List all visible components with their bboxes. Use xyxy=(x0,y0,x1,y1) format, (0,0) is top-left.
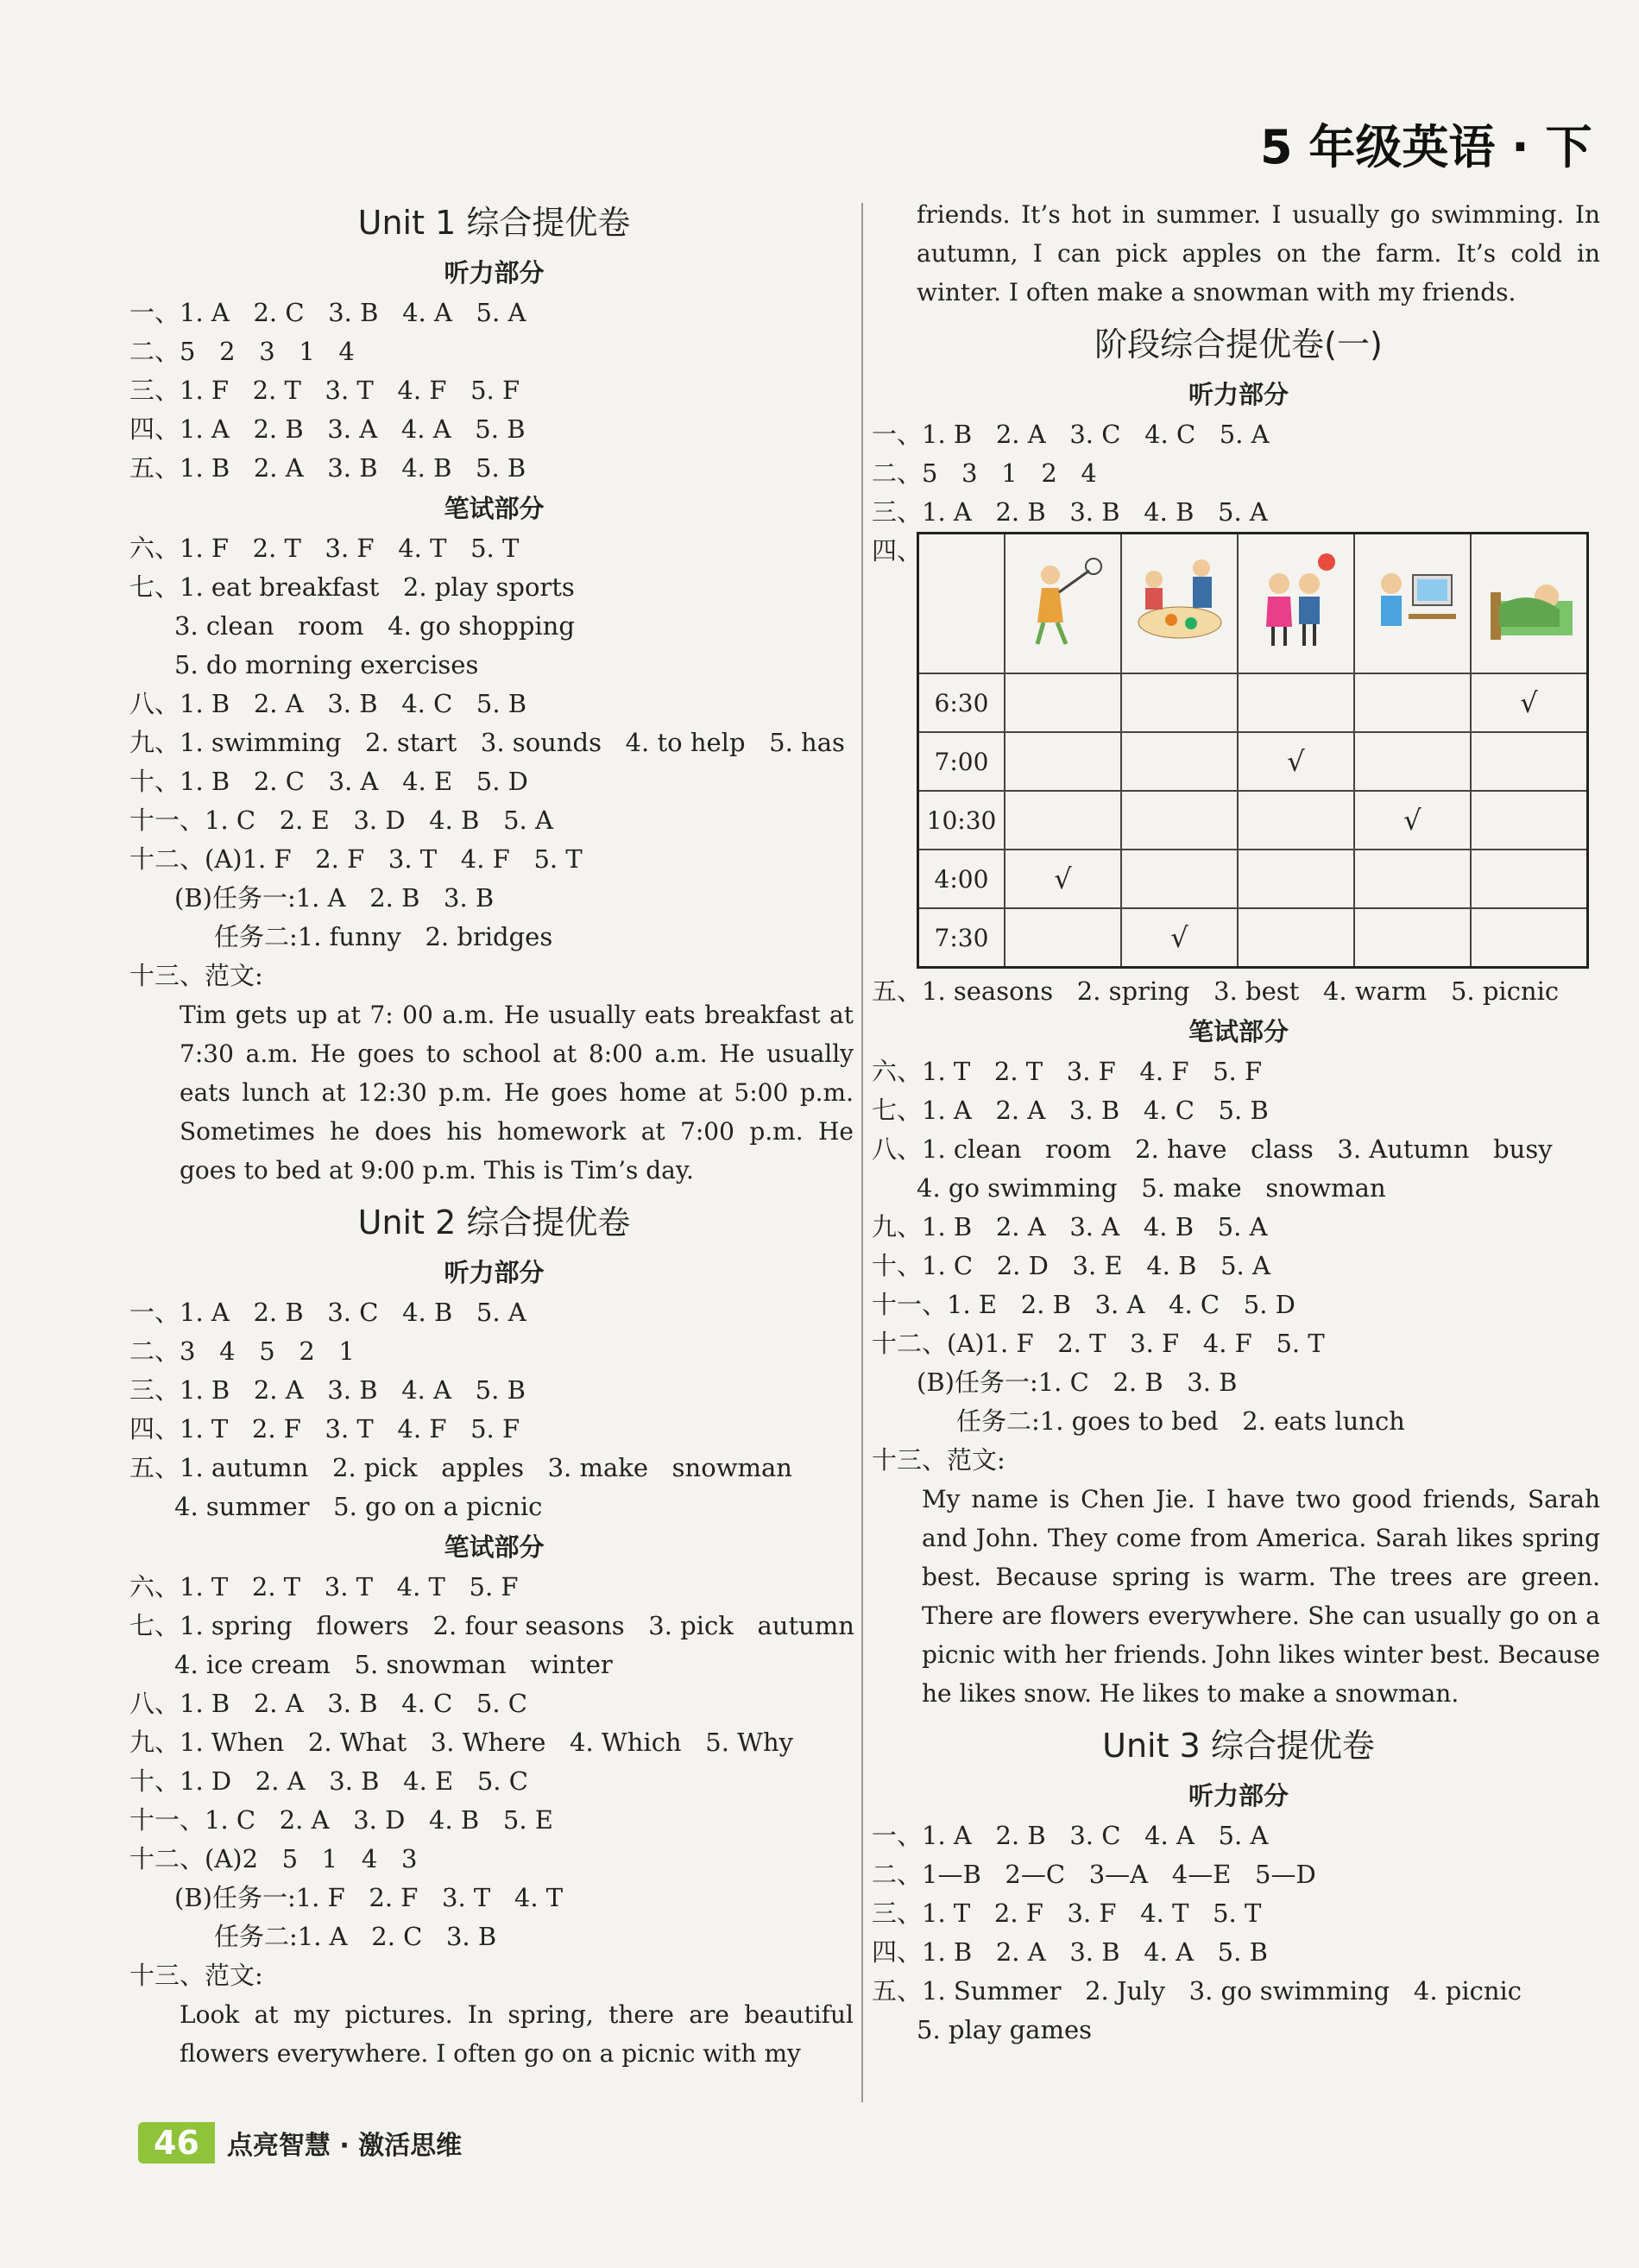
table-cell xyxy=(1471,850,1588,908)
answer-line: 十、1. C 2. D 3. E 4. B 5. A xyxy=(872,1251,1270,1280)
table-cell xyxy=(1238,534,1354,674)
answer-line: 六、1. F 2. T 3. F 4. T 5. T xyxy=(129,534,520,563)
check-mark: √ xyxy=(1287,745,1305,778)
stage-title: 阶段综合提优卷(一) xyxy=(1094,325,1383,363)
answer-line: 3. clean room 4. go shopping xyxy=(174,611,575,641)
column-divider xyxy=(861,203,863,2102)
unit2-listening-heading: 听力部分 xyxy=(444,1258,545,1287)
answer-line: 4. summer 5. go on a picnic xyxy=(174,1492,543,1521)
answer-line: 十三、范文: xyxy=(129,1961,263,1990)
check-mark: √ xyxy=(1520,686,1538,719)
answer-line: 四、 xyxy=(872,536,923,565)
computer-work-picture xyxy=(1365,549,1460,653)
table-cell xyxy=(1005,908,1121,968)
answer-line: 三、1. A 2. B 3. B 4. B 5. A xyxy=(872,497,1268,527)
answer-line: 一、1. A 2. C 3. B 4. A 5. A xyxy=(129,298,526,327)
table-row xyxy=(918,791,1588,850)
table-cell xyxy=(1238,850,1354,908)
unit2-essay-start: Look at my pictures. In spring, there are beautiful flowers everywhere. I often go on a picnic with my xyxy=(180,2000,854,2068)
left-column xyxy=(129,190,859,2073)
check-mark: √ xyxy=(1403,804,1422,837)
table-cell xyxy=(1471,732,1588,791)
stage-q4 xyxy=(872,532,1605,972)
answer-line: 五、1. B 2. A 3. B 4. B 5. B xyxy=(129,453,526,483)
unit3-listening-heading: 听力部分 xyxy=(1188,1781,1289,1810)
sleeping-picture xyxy=(1482,549,1577,653)
answer-line: 八、1. B 2. A 3. B 4. C 5. C xyxy=(129,1689,527,1718)
check-mark: √ xyxy=(1054,862,1072,895)
answer-line: 4. go swimming 5. make snowman xyxy=(917,1173,1386,1203)
table-cell xyxy=(1121,791,1238,850)
table-cell xyxy=(1005,673,1121,732)
table-row xyxy=(918,732,1588,791)
answer-line: 八、1. clean room 2. have class 3. Autumn busy xyxy=(872,1134,1553,1164)
answer-line: 七、1. A 2. A 3. B 4. C 5. B xyxy=(872,1096,1269,1125)
answer-line: 5. do morning exercises xyxy=(174,650,479,679)
table-cell xyxy=(1121,673,1238,732)
table-cell xyxy=(1354,908,1471,968)
table-cell xyxy=(1238,732,1354,791)
answer-line: 任务二:1. funny 2. bridges xyxy=(214,922,553,951)
answer-line: 十二、(A)1. F 2. T 3. F 4. F 5. T xyxy=(872,1329,1325,1358)
table-cell xyxy=(1005,534,1121,674)
answer-line: 十一、1. C 2. A 3. D 4. B 5. E xyxy=(129,1805,553,1835)
right-column xyxy=(872,195,1605,2050)
page-number: 46 xyxy=(138,2122,215,2164)
table-cell xyxy=(1354,534,1471,674)
table-cell xyxy=(1471,673,1588,732)
table-cell xyxy=(1354,850,1471,908)
page-footer xyxy=(138,2122,462,2164)
answer-line: 五、1. autumn 2. pick apples 3. make snowman xyxy=(129,1453,792,1482)
table-cell xyxy=(1238,908,1354,968)
children-walking-picture xyxy=(1249,549,1344,653)
time-cell: 4:00 xyxy=(918,850,1005,908)
answer-line: 五、1. Summer 2. July 3. go swimming 4. picnic xyxy=(872,1976,1522,2006)
answer-line: 二、5 3 1 2 4 xyxy=(872,458,1097,488)
stage-listening-heading: 听力部分 xyxy=(1188,380,1289,409)
check-mark: √ xyxy=(1170,921,1188,954)
answer-line: 六、1. T 2. T 3. T 4. T 5. F xyxy=(129,1572,519,1601)
picture-row xyxy=(918,534,1588,674)
answer-line: 十一、1. E 2. B 3. A 4. C 5. D xyxy=(872,1290,1295,1319)
answer-line: 二、5 2 3 1 4 xyxy=(129,337,355,366)
unit1-listening-heading: 听力部分 xyxy=(444,258,545,287)
table-cell xyxy=(1121,850,1238,908)
answer-line: 二、1—B 2—C 3—A 4—E 5—D xyxy=(872,1860,1316,1889)
answer-line: (B)任务一:1. F 2. F 3. T 4. T xyxy=(174,1883,564,1912)
answer-line: (B)任务一:1. A 2. B 3. B xyxy=(174,883,495,913)
answer-line: 十三、范文: xyxy=(872,1445,1005,1475)
answer-line: 三、1. B 2. A 3. B 4. A 5. B xyxy=(129,1375,526,1405)
time-cell: 7:00 xyxy=(918,732,1005,791)
answer-line: 十二、(A)1. F 2. F 3. T 4. F 5. T xyxy=(129,844,583,874)
answer-line: 任务二:1. A 2. C 3. B xyxy=(214,1922,497,1951)
table-cell xyxy=(1005,850,1121,908)
unit1-writing-heading: 笔试部分 xyxy=(444,494,545,523)
time-cell: 6:30 xyxy=(918,673,1005,732)
table-cell xyxy=(1354,673,1471,732)
table-cell xyxy=(1354,791,1471,850)
answer-line: 六、1. T 2. T 3. F 4. F 5. F xyxy=(872,1057,1263,1086)
answer-line: 七、1. spring flowers 2. four seasons 3. pick autumn xyxy=(129,1611,854,1640)
answer-line: 五、1. seasons 2. spring 3. best 4. warm 5. picnic xyxy=(872,976,1560,1006)
unit2-writing-heading: 笔试部分 xyxy=(444,1532,545,1562)
unit2-essay-continued: friends. It’s hot in summer. I usually go swimming. In autumn, I can pick apples on the farm. It’s cold in winter. I often make a snowman with my friends. xyxy=(917,200,1600,306)
table-cell xyxy=(1471,791,1588,850)
table-cell xyxy=(1121,908,1238,968)
answer-line: 七、1. eat breakfast 2. play sports xyxy=(129,572,575,602)
table-cell xyxy=(918,534,1005,674)
answer-line: 十三、范文: xyxy=(129,961,263,990)
time-cell: 7:30 xyxy=(918,908,1005,968)
answer-line: 三、1. F 2. T 3. T 4. F 5. F xyxy=(129,376,520,405)
footer-brand: 点亮智慧 · 激活思维 xyxy=(226,2131,463,2161)
answer-line: 三、1. T 2. F 3. F 4. T 5. T xyxy=(872,1898,1262,1928)
unit1-title: Unit 1 综合提优卷 xyxy=(357,204,631,242)
unit2-title: Unit 2 综合提优卷 xyxy=(357,1203,631,1241)
answer-line: 5. play games xyxy=(917,2015,1093,2044)
answer-line: 任务二:1. goes to bed 2. eats lunch xyxy=(956,1406,1405,1436)
table-row xyxy=(918,850,1588,908)
answer-line: 十、1. D 2. A 3. B 4. E 5. C xyxy=(129,1766,528,1796)
answer-line: 二、3 4 5 2 1 xyxy=(129,1336,355,1366)
answer-line: 九、1. When 2. What 3. Where 4. Which 5. Why xyxy=(129,1728,794,1757)
table-cell xyxy=(1005,791,1121,850)
answer-line: 九、1. B 2. A 3. A 4. B 5. A xyxy=(872,1212,1268,1241)
table-cell xyxy=(1354,732,1471,791)
answer-line: 九、1. swimming 2. start 3. sounds 4. to help 5. has xyxy=(129,728,845,757)
unit1-essay: Tim gets up at 7: 00 a.m. He usually eats breakfast at 7:30 a.m. He goes to school at 8:00 a.m. He usually eats lunch at 12:30 p.m. He goes home at 5:00 p.m. Sometimes he does his homework at 7:00 p.m. He goes to bed at 9:00 p.m. This is Tim’s day. xyxy=(180,1001,854,1185)
answer-line: 4. ice cream 5. snowman winter xyxy=(174,1650,613,1679)
schedule-table xyxy=(917,532,1589,969)
answer-line: 十、1. B 2. C 3. A 4. E 5. D xyxy=(129,767,528,796)
answer-line: 一、1. A 2. B 3. C 4. B 5. A xyxy=(129,1298,526,1327)
answer-line: 十二、(A)2 5 1 4 3 xyxy=(129,1844,418,1873)
table-row xyxy=(918,673,1588,732)
table-row xyxy=(918,908,1588,968)
unit3-title: Unit 3 综合提优卷 xyxy=(1102,1727,1375,1765)
table-cell xyxy=(1471,908,1588,968)
time-cell: 10:30 xyxy=(918,791,1005,850)
answer-line: 八、1. B 2. A 3. B 4. C 5. B xyxy=(129,689,527,718)
answer-line: 四、1. A 2. B 3. A 4. A 5. B xyxy=(129,414,526,444)
answer-line: 一、1. B 2. A 3. C 4. C 5. A xyxy=(872,420,1270,449)
answer-line: 一、1. A 2. B 3. C 4. A 5. A xyxy=(872,1821,1269,1850)
stage-essay: My name is Chen Jie. I have two good friends, Sarah and John. They come from America. Sarah likes spring best. Because spring is warm. The trees are green. There are flowers everywhere. She can usually go on a picnic with her friends. John likes winter best. Because he likes snow. He likes to make a snowman. xyxy=(922,1485,1600,1708)
table-cell xyxy=(1121,732,1238,791)
table-cell xyxy=(1121,534,1238,674)
stage-writing-heading: 笔试部分 xyxy=(1188,1017,1289,1046)
table-cell xyxy=(1238,791,1354,850)
table-cell xyxy=(1005,732,1121,791)
table-cell xyxy=(1238,673,1354,732)
table-cell xyxy=(1471,534,1588,674)
playing-badminton-picture xyxy=(1016,549,1111,653)
answer-line: 四、1. B 2. A 3. B 4. A 5. B xyxy=(872,1937,1268,1967)
answer-line: 十一、1. C 2. E 3. D 4. B 5. A xyxy=(129,805,553,835)
answer-line: 四、1. T 2. F 3. T 4. F 5. F xyxy=(129,1414,520,1444)
answer-line: (B)任务一:1. C 2. B 3. B xyxy=(917,1368,1238,1397)
family-dinner-picture xyxy=(1132,549,1227,653)
page-header-title: 5 年级英语 · 下 xyxy=(1260,120,1592,174)
